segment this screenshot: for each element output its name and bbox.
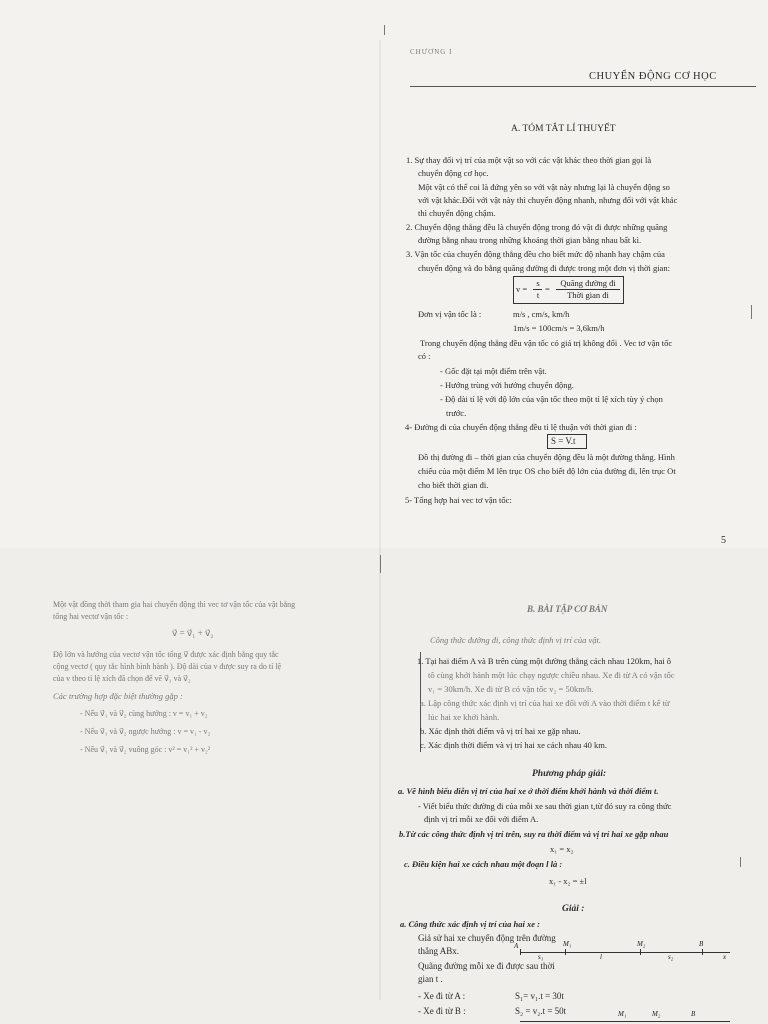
point-m2-label: M₂ bbox=[637, 940, 646, 948]
point-b-label: B bbox=[691, 1010, 696, 1018]
page-fold bbox=[379, 40, 381, 1000]
solution-a: a. Công thức xác định vị trí của hai xe : bbox=[400, 919, 540, 929]
equation-meet: x₁ = x₂ bbox=[550, 844, 574, 854]
theory-line: đường bằng nhau trong những khoảng thời gian bằng nhau bất kì. bbox=[418, 235, 642, 245]
vector-intro: có : bbox=[418, 351, 431, 361]
item-4: 4- Đường đi của chuyển động thẳng đều tỉ lệ thuận với thời gian đi : bbox=[405, 422, 637, 432]
solution-line: thẳng ABx. bbox=[418, 946, 460, 956]
solution-row-value: S₂ = v₂.t = 50t bbox=[515, 1006, 567, 1016]
axis-x-label: x bbox=[723, 953, 727, 961]
theory-line: chuyển động cơ học. bbox=[418, 168, 489, 178]
section-b-heading: B. BÀI TẬP CƠ BẢN bbox=[527, 604, 608, 614]
graph-line: cho biết thời gian đi. bbox=[418, 480, 489, 490]
problem-line: c. Xác định thời điểm và vị trí hai xe cách nhau 40 km. bbox=[420, 740, 607, 750]
topic-line: Công thức đường đi, công thức định vị trí của vật. bbox=[430, 635, 601, 645]
theory-line: 2. Chuyển động thẳng đều là chuyển động trong đó vật đi được những quãng bbox=[406, 222, 668, 232]
case-item: - Nếu v⃗₁ và v⃗₂ ngược hướng : v = v₁ - v₂ bbox=[80, 727, 211, 736]
left-line: Độ lớn và hướng của vectơ vận tốc tổng v⃗ được xác định bằng quy tắc bbox=[53, 650, 279, 659]
solution-row-value: S₁= v₁.t = 30t bbox=[515, 991, 564, 1001]
units-label: Đơn vị vận tốc là : bbox=[418, 309, 482, 319]
method-a: a. Vẽ hình biểu diễn vị trí của hai xe ở thời điểm khởi hành và thời điểm t. bbox=[398, 786, 659, 796]
theory-line: Một vật có thể coi là đứng yên so với vật này nhưng lại là chuyển động so bbox=[418, 182, 670, 192]
solution-row-label: - Xe đi từ A : bbox=[418, 991, 466, 1001]
problem-line: v₁ = 30km/h. Xe đi từ B có vận tốc v₂ = 50km/h. bbox=[428, 684, 594, 694]
solution-line: gian t . bbox=[418, 974, 443, 984]
vector-bullet: - Gốc đặt tại một điểm trên vật. bbox=[440, 366, 547, 376]
chapter-label: CHƯƠNG I bbox=[410, 48, 453, 56]
method-a-line: định vị trí mỗi xe đối với điểm A. bbox=[424, 814, 539, 824]
formula-eq: = bbox=[545, 284, 550, 294]
point-a-label: A bbox=[514, 942, 519, 950]
vector-sum-formula: v⃗ = v⃗₁ + v⃗₂ bbox=[172, 628, 214, 638]
solution-line: Quãng đường mỗi xe đi được sau thời bbox=[418, 961, 555, 971]
scan-mark bbox=[751, 305, 752, 319]
item-5: 5- Tổng hợp hai vec tơ vận tốc: bbox=[405, 495, 512, 505]
cases-title: Các trường hợp đặc biệt thường gặp : bbox=[53, 691, 183, 701]
vector-bullet: - Độ dài tỉ lệ với độ lớn của vận tốc theo một tỉ lệ xích tùy ý chọn bbox=[440, 394, 663, 404]
graph-line: Đồ thị đường đi – thời gian của chuyển động đều là một đường thẳng. Hình bbox=[418, 452, 675, 462]
method-b: b.Từ các công thức định vị trí trên, suy ra thời điểm và vị trí hai xe gặp nhau bbox=[399, 829, 669, 839]
header-rule bbox=[410, 86, 756, 87]
formula-lhs: v = bbox=[516, 284, 528, 294]
left-line: của v theo tỉ lệ xích đã chọn để vẽ v⃗₁ và v⃗₂ bbox=[53, 674, 191, 683]
scan-mark bbox=[380, 555, 381, 573]
problem-line: tô cùng khởi hành một lúc chạy ngược chiều nhau. Xe đi từ A có vận tốc bbox=[428, 670, 675, 680]
problem-line: b. Xác định thời điểm và vị trí hai xe gặp nhau. bbox=[420, 726, 581, 736]
vector-bullet: - Hướng trùng với hướng chuyển động. bbox=[440, 380, 574, 390]
point-b-label: B bbox=[699, 940, 704, 948]
units-value: m/s , cm/s, km/h bbox=[513, 309, 570, 319]
formula-num-text: Quãng đường đi bbox=[560, 278, 616, 288]
method-a-line: - Viết biểu thức đường đi của mỗi xe sau thời gian t,từ đó suy ra công thức bbox=[418, 801, 672, 811]
left-line: cộng vectơ ( quy tắc hình bình hành ). Độ dài của v được suy ra do tỉ lệ bbox=[53, 662, 282, 671]
point-m1-label: M₁ bbox=[563, 940, 572, 948]
segment-s2-label: s₂ bbox=[668, 953, 674, 961]
scan-mark bbox=[384, 25, 385, 35]
theory-line: chuyển động và đo bằng quãng đường đi được trong một đơn vị thời gian: bbox=[418, 263, 670, 273]
vector-bullet: trước. bbox=[446, 408, 467, 418]
formula-s: s bbox=[536, 278, 540, 288]
problem-line: a. Lập công thức xác định vị trí của hai xe đối với A vào thời điểm t kể từ bbox=[420, 698, 670, 708]
case-item: - Nếu v⃗₁ và v⃗₂ cùng hướng : v = v₁ + v₂ bbox=[80, 709, 208, 718]
method-title: Phương pháp giải: bbox=[532, 769, 607, 779]
units-conversion: 1m/s = 100cm/s = 3,6km/h bbox=[513, 323, 605, 333]
problem-line: 1. Tại hai điểm A và B trên cùng một đường thẳng cách nhau 120km, hai ô bbox=[417, 656, 671, 666]
point-m2-label: M₂ bbox=[652, 1010, 661, 1018]
graph-line: chiếu của một điểm M lên trục OS cho biết độ lớn của đường đi, lên trục Ot bbox=[418, 466, 676, 476]
solution-row-label: - Xe đi từ B : bbox=[418, 1006, 466, 1016]
solution-line: Giả sử hai xe chuyển động trên đường bbox=[418, 933, 556, 943]
method-c: c. Điều kiện hai xe cách nhau một đoạn l là : bbox=[404, 859, 563, 869]
chapter-title: CHUYỂN ĐỘNG CƠ HỌC bbox=[589, 71, 717, 82]
formula-den-text: Thời gian đi bbox=[567, 290, 609, 300]
theory-line: với vật khác.Đối với vật này thì chuyển động nhanh, nhưng đối với vật khác bbox=[418, 195, 678, 205]
scan-mark bbox=[740, 857, 741, 867]
problem-line: lúc hai xe khởi hành. bbox=[428, 712, 500, 722]
case-item: - Nếu v⃗₁ và v⃗₂ vuông góc : v² = v₁² + v₂² bbox=[80, 745, 211, 754]
equation-distance: x₁ - x₂ = ±l bbox=[549, 876, 587, 886]
left-line: tổng hai vectơ vận tốc : bbox=[53, 612, 129, 621]
distance-formula: S = V.t bbox=[551, 436, 576, 446]
position-axis-lower bbox=[520, 1021, 730, 1022]
formula-t: t bbox=[536, 290, 540, 300]
point-m1-label: M₁ bbox=[618, 1010, 627, 1018]
theory-line: thì chuyển động chậm. bbox=[418, 208, 496, 218]
theory-line: 1. Sự thay đổi vị trí của một vật so với các vật khác theo thời gian gọi là bbox=[406, 155, 652, 165]
segment-l-label: l bbox=[600, 953, 602, 961]
page-number: 5 bbox=[721, 535, 726, 546]
left-line: Một vật đồng thời tham gia hai chuyển động thì vec tơ vận tốc của vật bằng bbox=[53, 600, 296, 609]
vector-intro: Trong chuyển động thẳng đều vận tốc có giá trị không đổi . Vec tơ vận tốc bbox=[420, 338, 673, 348]
theory-line: 3. Vận tốc của chuyển động thẳng đều cho biết mức độ nhanh hay chậm của bbox=[406, 249, 665, 259]
solution-title: Giải : bbox=[562, 904, 585, 914]
section-a-heading: A. TÓM TẮT LÍ THUYẾT bbox=[511, 124, 616, 134]
segment-s1-label: s₁ bbox=[538, 953, 544, 961]
position-axis bbox=[520, 952, 730, 953]
